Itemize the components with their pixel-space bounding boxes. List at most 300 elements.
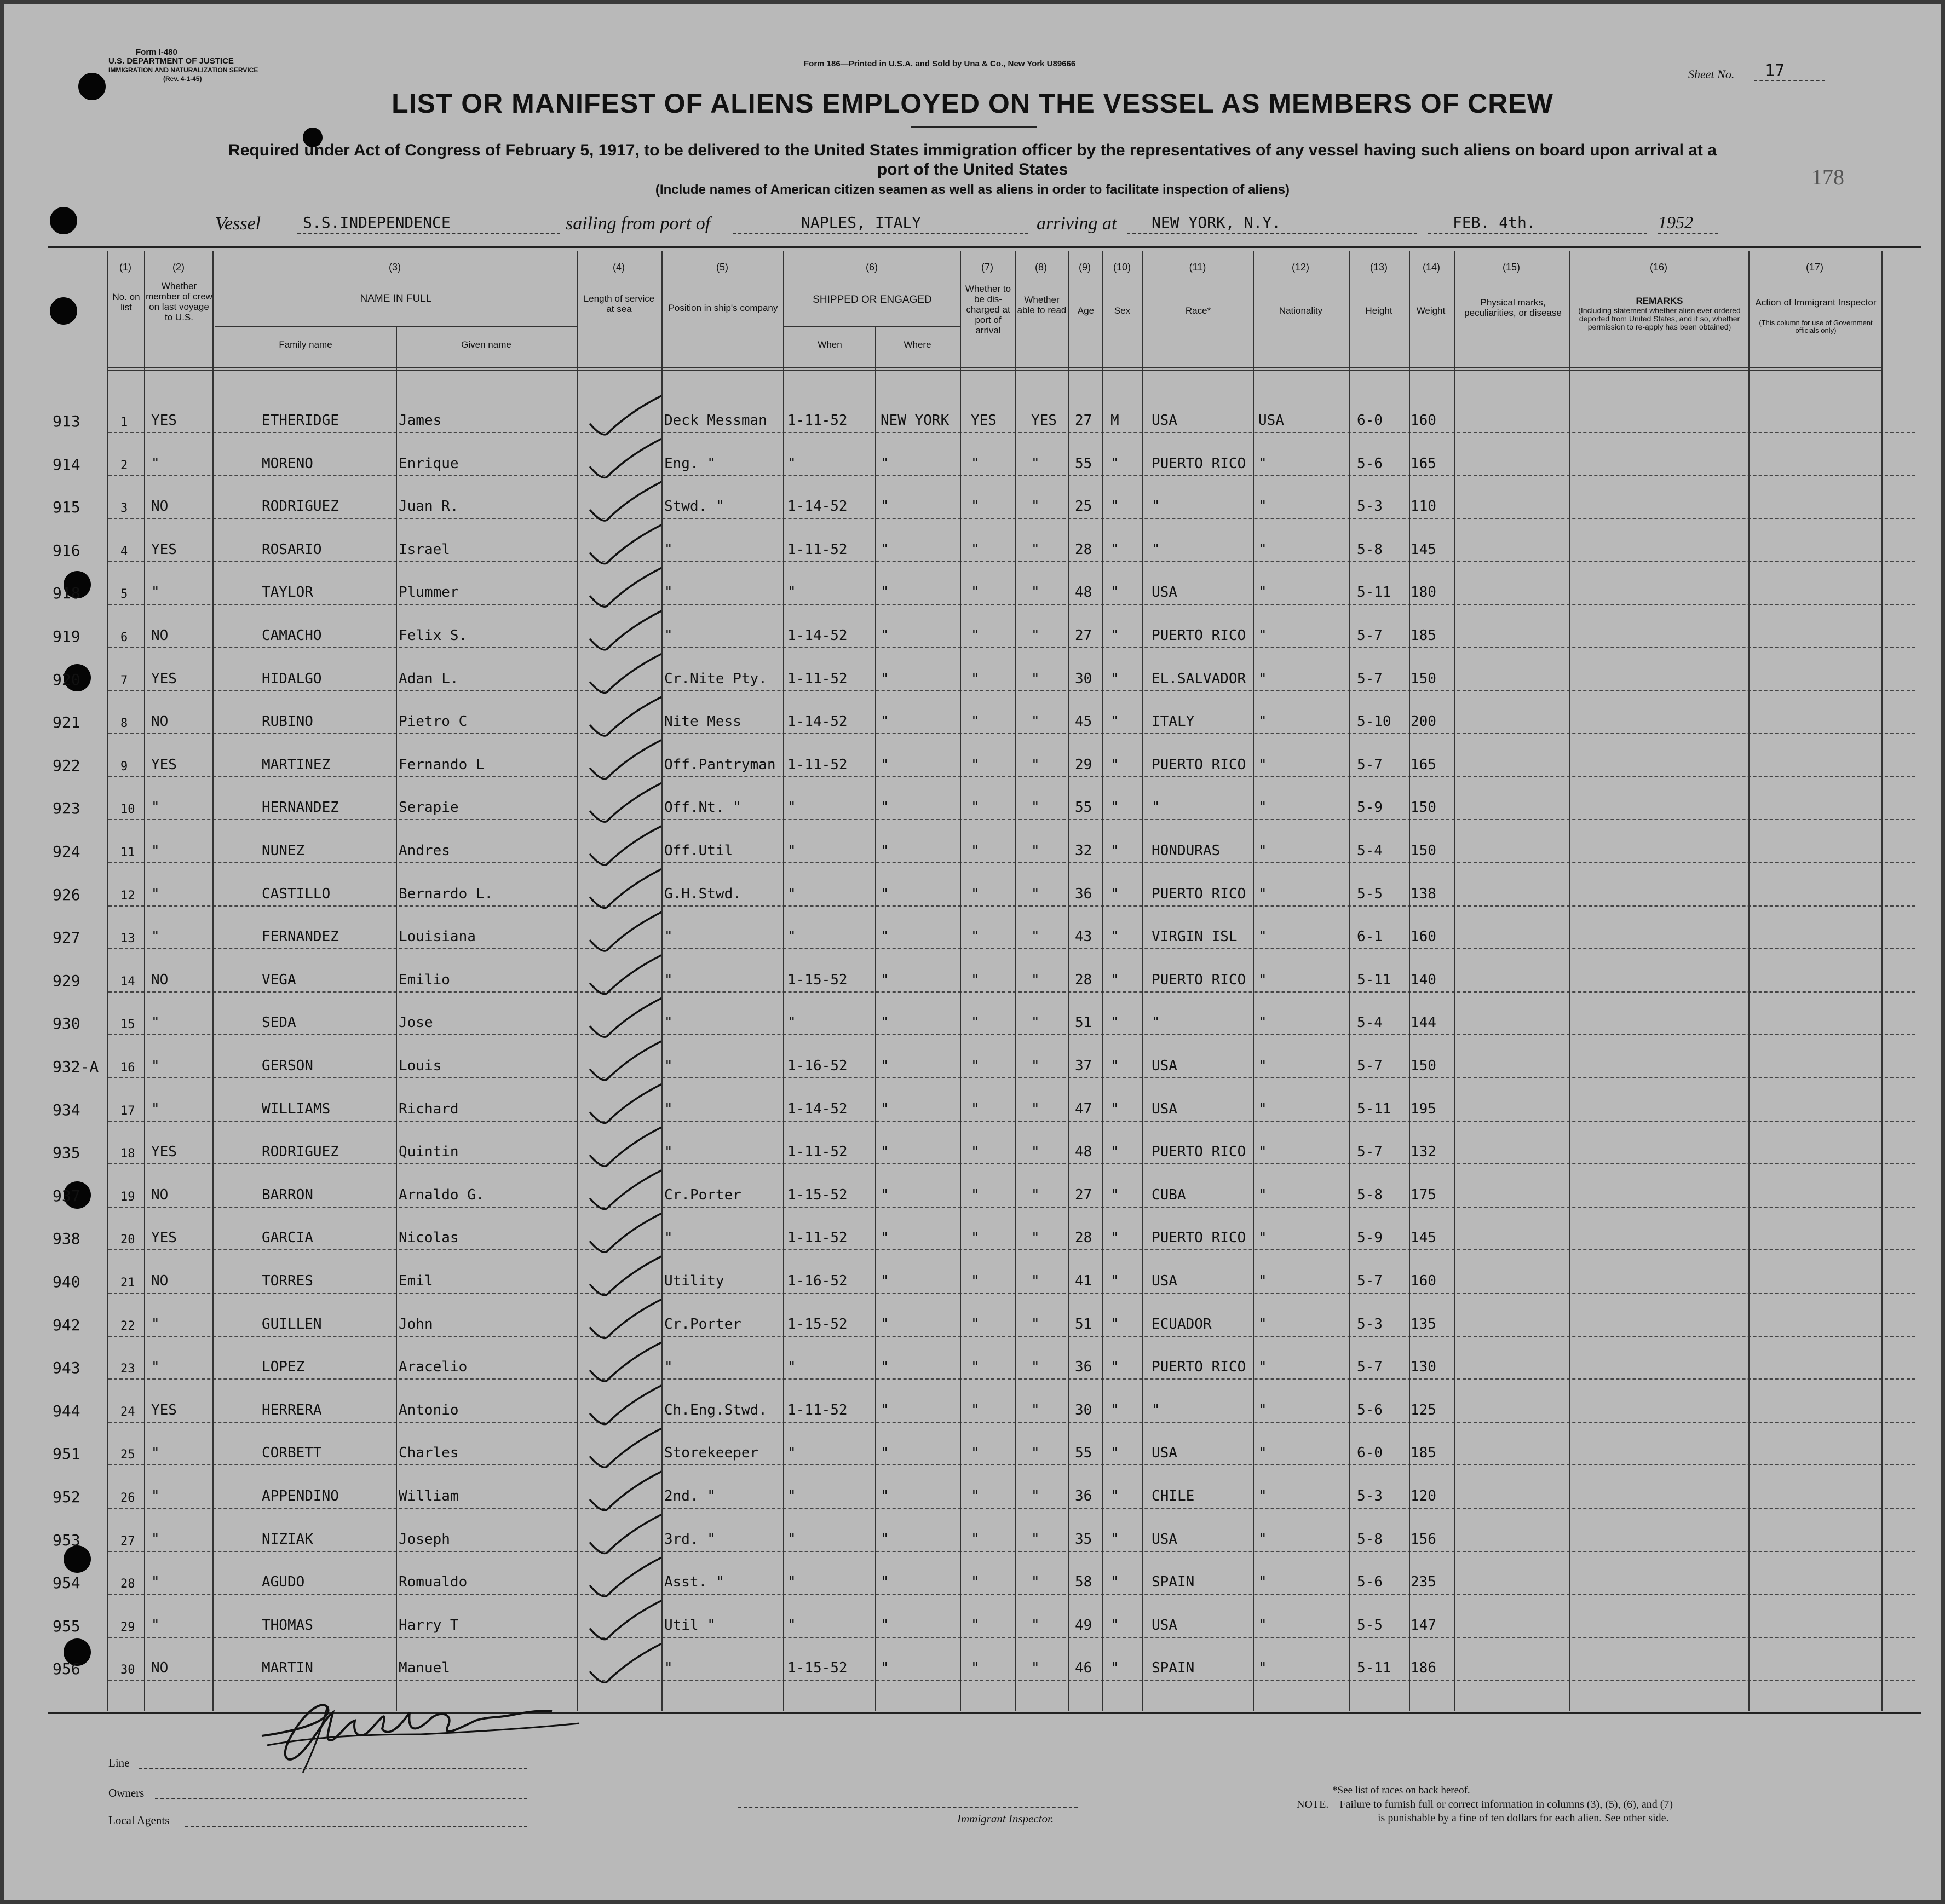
age: 28	[1075, 971, 1092, 988]
row-line	[108, 1680, 1915, 1681]
row-line	[108, 518, 1915, 519]
col-family-header: Family name	[279, 339, 332, 350]
age: 28	[1075, 1230, 1092, 1247]
row-line	[108, 1163, 1915, 1164]
weight: 150	[1411, 799, 1436, 816]
weight: 195	[1411, 1100, 1436, 1117]
col-discharged-header: Whether to be dis-charged at port of arrival	[965, 284, 1011, 336]
age: 48	[1075, 584, 1092, 601]
position: "	[664, 627, 673, 644]
row-number: 10	[120, 803, 135, 817]
column-divider	[1068, 251, 1069, 1711]
able-to-read: YES	[1031, 412, 1057, 429]
race: "	[1152, 799, 1160, 816]
nationality: "	[1258, 1660, 1267, 1677]
row-line	[108, 1034, 1915, 1035]
race: PUERTO RICO	[1152, 756, 1246, 773]
discharged: "	[971, 1144, 980, 1161]
weight: 185	[1411, 1445, 1436, 1462]
fine-note-2: is punishable by a fine of ten dollars for each alien. See other side.	[1378, 1812, 1669, 1824]
row-number: 2	[120, 458, 128, 472]
race: PUERTO RICO	[1152, 971, 1246, 988]
manifest-number: 954	[53, 1574, 80, 1593]
able-to-read: "	[1031, 541, 1040, 558]
nationality: "	[1258, 1531, 1267, 1548]
height: 5-7	[1357, 1144, 1383, 1161]
manifest-number: 921	[53, 713, 80, 732]
column-divider	[1253, 251, 1254, 1711]
height: 5-7	[1357, 1359, 1383, 1376]
shipped-where: "	[881, 843, 889, 859]
height: 5-5	[1357, 885, 1383, 902]
shipped-when: "	[787, 455, 796, 472]
able-to-read: "	[1031, 1617, 1040, 1634]
able-to-read: "	[1031, 928, 1040, 945]
column-divider	[396, 326, 397, 1711]
previous-voyage: "	[151, 1100, 160, 1117]
height: 5-3	[1357, 1488, 1383, 1504]
discharged: "	[971, 756, 980, 773]
col-given-header: Given name	[461, 339, 511, 350]
discharged: "	[971, 1660, 980, 1677]
given-name: Louisiana	[399, 928, 476, 945]
able-to-read: "	[1031, 1574, 1040, 1591]
arrival-date: FEB. 4th.	[1453, 214, 1536, 232]
previous-voyage: YES	[151, 756, 177, 773]
row-line	[108, 647, 1915, 648]
manifest-number: 938	[53, 1230, 80, 1248]
row-line	[108, 1551, 1915, 1552]
row-number: 14	[120, 974, 135, 989]
shipped-where: "	[881, 1445, 889, 1462]
position: Stwd. "	[664, 498, 724, 515]
position: "	[664, 971, 673, 988]
column-number: (1)	[119, 262, 131, 273]
service-name: IMMIGRATION AND NATURALIZATION SERVICE	[108, 66, 258, 74]
nationality: "	[1258, 541, 1267, 558]
col-read-header: Whether able to read	[1017, 295, 1067, 315]
col-remarks-note: (Including statement whether alien ever ordered deported from United States, and if so, whether permission to re-apply has been obtained)	[1578, 306, 1741, 331]
given-name: Nicolas	[399, 1230, 459, 1247]
sex: "	[1110, 756, 1119, 773]
manifest-number: 951	[53, 1445, 80, 1463]
weight: 140	[1411, 971, 1436, 988]
given-name: Emilio	[399, 971, 450, 988]
row-line	[108, 1378, 1915, 1380]
able-to-read: "	[1031, 1144, 1040, 1161]
manifest-number: 944	[53, 1401, 80, 1420]
row-number: 16	[120, 1061, 135, 1075]
row-line	[108, 991, 1915, 993]
row-number: 13	[120, 932, 135, 946]
height: 5-6	[1357, 1401, 1383, 1418]
able-to-read: "	[1031, 1316, 1040, 1332]
shipped-where: "	[881, 627, 889, 644]
race: USA	[1152, 584, 1177, 601]
nationality: USA	[1258, 412, 1284, 429]
able-to-read: "	[1031, 1100, 1040, 1117]
previous-voyage: "	[151, 1445, 160, 1462]
previous-voyage: NO	[151, 1273, 169, 1289]
manifest-number: 953	[53, 1531, 80, 1549]
age: 27	[1075, 1186, 1092, 1203]
position: Cr.Porter	[664, 1186, 741, 1203]
sex: "	[1110, 843, 1119, 859]
row-line	[108, 690, 1915, 691]
previous-voyage: NO	[151, 1186, 169, 1203]
family-name: RODRIGUEZ	[262, 1144, 339, 1161]
age: 25	[1075, 498, 1092, 515]
given-name: Felix S.	[399, 627, 468, 644]
given-name: Plummer	[399, 584, 459, 601]
family-name: GARCIA	[262, 1230, 313, 1247]
shipped-when: 1-11-52	[787, 670, 848, 687]
row-number: 24	[120, 1405, 135, 1419]
position: Asst. "	[664, 1574, 724, 1591]
col-no-header: No. on list	[112, 292, 140, 313]
column-divider	[661, 251, 663, 1711]
age: 45	[1075, 713, 1092, 730]
weight: 200	[1411, 713, 1436, 730]
previous-voyage: "	[151, 1617, 160, 1634]
line-label: Line	[108, 1756, 130, 1769]
sailing-label: sailing from port of	[566, 214, 711, 234]
column-divider	[212, 251, 214, 1711]
col-age-header: Age	[1077, 305, 1095, 316]
given-name: Quintin	[399, 1144, 459, 1161]
race: PUERTO RICO	[1152, 1144, 1246, 1161]
position: G.H.Stwd.	[664, 885, 741, 902]
discharged: "	[971, 971, 980, 988]
shipped-where: "	[881, 1230, 889, 1247]
family-name: ROSARIO	[262, 541, 322, 558]
shipped-when: 1-14-52	[787, 1100, 848, 1117]
age: 32	[1075, 843, 1092, 859]
shipped-where: "	[881, 1058, 889, 1074]
position: Nite Mess	[664, 713, 741, 730]
position: "	[664, 1660, 673, 1677]
weight: 144	[1411, 1014, 1436, 1031]
position: "	[664, 584, 673, 601]
family-name: APPENDINO	[262, 1488, 339, 1504]
height: 5-6	[1357, 455, 1383, 472]
race: "	[1152, 498, 1160, 515]
col-race-header: Race*	[1185, 305, 1211, 316]
row-line	[108, 1121, 1915, 1122]
family-name: MARTIN	[262, 1660, 313, 1677]
race: USA	[1152, 1617, 1177, 1634]
shipped-where: NEW YORK	[881, 412, 950, 429]
height: 5-11	[1357, 971, 1391, 988]
column-divider	[875, 326, 876, 1711]
weight: 160	[1411, 1273, 1436, 1289]
sex: M	[1110, 412, 1119, 429]
height: 5-10	[1357, 713, 1391, 730]
race: EL.SALVADOR	[1152, 670, 1246, 687]
previous-voyage: "	[151, 885, 160, 902]
height: 5-7	[1357, 1273, 1383, 1289]
height: 5-11	[1357, 584, 1391, 601]
height: 5-7	[1357, 670, 1383, 687]
race: CUBA	[1152, 1186, 1186, 1203]
shipped-when: 1-14-52	[787, 627, 848, 644]
previous-voyage: "	[151, 1574, 160, 1591]
row-number: 25	[120, 1448, 135, 1462]
shipped-when: 1-15-52	[787, 1316, 848, 1332]
nationality: "	[1258, 885, 1267, 902]
shipped-where: "	[881, 1186, 889, 1203]
age: 30	[1075, 1401, 1092, 1418]
discharged: YES	[971, 412, 997, 429]
shipped-where: "	[881, 1144, 889, 1161]
sex: "	[1110, 1230, 1119, 1247]
previous-voyage: YES	[151, 1230, 177, 1247]
sex: "	[1110, 928, 1119, 945]
row-number: 21	[120, 1276, 135, 1290]
page-title: LIST OR MANIFEST OF ALIENS EMPLOYED ON THE VESSEL AS MEMBERS OF CREW	[392, 88, 1553, 119]
column-number: (11)	[1189, 262, 1206, 273]
family-name: RUBINO	[262, 713, 313, 730]
race: SPAIN	[1152, 1574, 1195, 1591]
nationality: "	[1258, 455, 1267, 472]
row-number: 19	[120, 1190, 135, 1204]
manifest-number: 956	[53, 1660, 80, 1678]
age: 37	[1075, 1058, 1092, 1074]
race: PUERTO RICO	[1152, 1359, 1246, 1376]
able-to-read: "	[1031, 1014, 1040, 1031]
row-line	[108, 604, 1915, 605]
column-number: (5)	[716, 262, 728, 273]
age: 27	[1075, 412, 1092, 429]
position: Deck Messman	[664, 412, 767, 429]
row-number: 12	[120, 888, 135, 903]
shipped-where: "	[881, 1401, 889, 1418]
race: USA	[1152, 1531, 1177, 1548]
discharged: "	[971, 584, 980, 601]
height: 6-1	[1357, 928, 1383, 945]
given-name: Bernardo L.	[399, 885, 493, 902]
shipped-where: "	[881, 541, 889, 558]
given-name: Israel	[399, 541, 450, 558]
weight: 180	[1411, 584, 1436, 601]
shipped-where: "	[881, 1531, 889, 1548]
given-name: Fernando L	[399, 756, 485, 773]
shipped-when: 1-14-52	[787, 713, 848, 730]
position: Eng. "	[664, 455, 716, 472]
column-number: (16)	[1649, 262, 1667, 273]
given-name: Enrique	[399, 455, 459, 472]
discharged: "	[971, 1100, 980, 1117]
column-number: (3)	[389, 262, 401, 273]
nationality: "	[1258, 971, 1267, 988]
given-name: James	[399, 412, 442, 429]
weight: 165	[1411, 756, 1436, 773]
race: VIRGIN ISL	[1152, 928, 1238, 945]
previous-voyage: "	[151, 1531, 160, 1548]
nationality: "	[1258, 1014, 1267, 1031]
shipped-when: "	[787, 1359, 796, 1376]
able-to-read: "	[1031, 971, 1040, 988]
nationality: "	[1258, 584, 1267, 601]
family-name: NUNEZ	[262, 843, 305, 859]
manifest-number: 952	[53, 1488, 80, 1506]
family-name: MORENO	[262, 455, 313, 472]
nationality: "	[1258, 756, 1267, 773]
column-number: (13)	[1369, 262, 1388, 273]
col-nationality-header: Nationality	[1279, 305, 1323, 316]
col-remarks-header: REMARKS	[1636, 296, 1683, 306]
position: "	[664, 1058, 673, 1074]
printer-line: Form 186—Printed in U.S.A. and Sold by Una & Co., New York U89666	[804, 59, 1076, 68]
age: 36	[1075, 1359, 1092, 1376]
age: 55	[1075, 455, 1092, 472]
discharged: "	[971, 1014, 980, 1031]
height: 5-11	[1357, 1100, 1391, 1117]
column-divider	[1349, 251, 1350, 1711]
requirement-text-3: (Include names of American citizen seamen as well as aliens in order to facilitate inspection of aliens)	[655, 182, 1290, 197]
row-number: 17	[120, 1104, 135, 1118]
family-name: WILLIAMS	[262, 1100, 331, 1117]
given-name: Adan L.	[399, 670, 459, 687]
col-prev-voyage-header: Whether member of crew on last voyage to U.S.	[146, 281, 212, 322]
row-line	[108, 948, 1915, 949]
shipped-when: "	[787, 799, 796, 816]
column-divider	[1102, 251, 1103, 1711]
manifest-number: 932-A	[53, 1058, 99, 1076]
nationality: "	[1258, 843, 1267, 859]
row-number: 9	[120, 759, 128, 774]
row-number: 3	[120, 501, 128, 516]
manifest-number: 937	[53, 1186, 80, 1205]
shipped-when: "	[787, 1488, 796, 1504]
nationality: "	[1258, 713, 1267, 730]
previous-voyage: "	[151, 455, 160, 472]
discharged: "	[971, 843, 980, 859]
height: 5-4	[1357, 1014, 1383, 1031]
nationality: "	[1258, 1230, 1267, 1247]
nationality: "	[1258, 1445, 1267, 1462]
able-to-read: "	[1031, 1230, 1040, 1247]
column-number: (14)	[1422, 262, 1440, 273]
nationality: "	[1258, 1144, 1267, 1161]
sex: "	[1110, 1273, 1119, 1289]
shipped-where: "	[881, 1014, 889, 1031]
age: 49	[1075, 1617, 1092, 1634]
sex: "	[1110, 1488, 1119, 1504]
form-revision: (Rev. 4-1-45)	[163, 75, 202, 83]
previous-voyage: YES	[151, 1401, 177, 1418]
discharged: "	[971, 1359, 980, 1376]
shipped-where: "	[881, 1359, 889, 1376]
manifest-number: 918	[53, 584, 80, 603]
age: 30	[1075, 670, 1092, 687]
row-line	[108, 561, 1915, 562]
column-divider	[1142, 251, 1143, 1711]
shipped-where: "	[881, 971, 889, 988]
row-line	[108, 1508, 1915, 1509]
sex: "	[1110, 498, 1119, 515]
vessel-name: S.S.INDEPENDENCE	[303, 214, 451, 232]
column-divider	[1454, 251, 1455, 1711]
position: Off.Util	[664, 843, 733, 859]
shipped-when: 1-11-52	[787, 541, 848, 558]
manifest-number: 915	[53, 498, 80, 517]
race: "	[1152, 1014, 1160, 1031]
age: 55	[1075, 799, 1092, 816]
age: 36	[1075, 885, 1092, 902]
weight: 125	[1411, 1401, 1436, 1418]
row-number: 29	[120, 1620, 135, 1634]
title-divider	[911, 126, 1037, 128]
header-subdivider	[215, 326, 577, 327]
race: USA	[1152, 1100, 1177, 1117]
row-line	[108, 1594, 1915, 1595]
manifest-number: 927	[53, 928, 80, 947]
col-height-header: Height	[1365, 305, 1392, 316]
able-to-read: "	[1031, 756, 1040, 773]
row-number: 22	[120, 1319, 135, 1333]
nationality: "	[1258, 1401, 1267, 1418]
discharged: "	[971, 627, 980, 644]
weight: 165	[1411, 455, 1436, 472]
able-to-read: "	[1031, 713, 1040, 730]
discharged: "	[971, 1531, 980, 1548]
discharged: "	[971, 1401, 980, 1418]
nationality: "	[1258, 1316, 1267, 1332]
nationality: "	[1258, 1186, 1267, 1203]
age: 27	[1075, 627, 1092, 644]
previous-voyage: NO	[151, 713, 169, 730]
manifest-number: 919	[53, 627, 80, 645]
given-name: Charles	[399, 1445, 459, 1462]
weight: 235	[1411, 1574, 1436, 1591]
sex: "	[1110, 1359, 1119, 1376]
able-to-read: "	[1031, 1531, 1040, 1548]
col-where-header: Where	[904, 339, 931, 350]
family-name: HIDALGO	[262, 670, 322, 687]
shipped-where: "	[881, 756, 889, 773]
given-name: Jose	[399, 1014, 433, 1031]
previous-voyage: "	[151, 1359, 160, 1376]
row-number: 8	[120, 717, 128, 731]
department-name: U.S. DEPARTMENT OF JUSTICE	[108, 56, 234, 66]
col-marks-header: Physical marks, peculiarities, or disease	[1464, 297, 1562, 318]
shipped-when: 1-15-52	[787, 971, 848, 988]
nationality: "	[1258, 928, 1267, 945]
sex: "	[1110, 1531, 1119, 1548]
given-name: Juan R.	[399, 498, 459, 515]
discharged: "	[971, 1316, 980, 1332]
family-name: NIZIAK	[262, 1531, 313, 1548]
row-number: 4	[120, 544, 128, 558]
previous-voyage: "	[151, 1488, 160, 1504]
position: Utility	[664, 1273, 724, 1289]
weight: 156	[1411, 1531, 1436, 1548]
sex: "	[1110, 885, 1119, 902]
given-name: Romualdo	[399, 1574, 468, 1591]
row-number: 27	[120, 1534, 135, 1548]
sex: "	[1110, 1100, 1119, 1117]
nationality: "	[1258, 1058, 1267, 1074]
family-name: AGUDO	[262, 1574, 305, 1591]
row-line	[108, 819, 1915, 820]
given-name: Serapie	[399, 799, 459, 816]
column-number: (8)	[1035, 262, 1047, 273]
sex: "	[1110, 799, 1119, 816]
column-number: (12)	[1291, 262, 1309, 273]
height: 5-3	[1357, 498, 1383, 515]
race: USA	[1152, 1273, 1177, 1289]
